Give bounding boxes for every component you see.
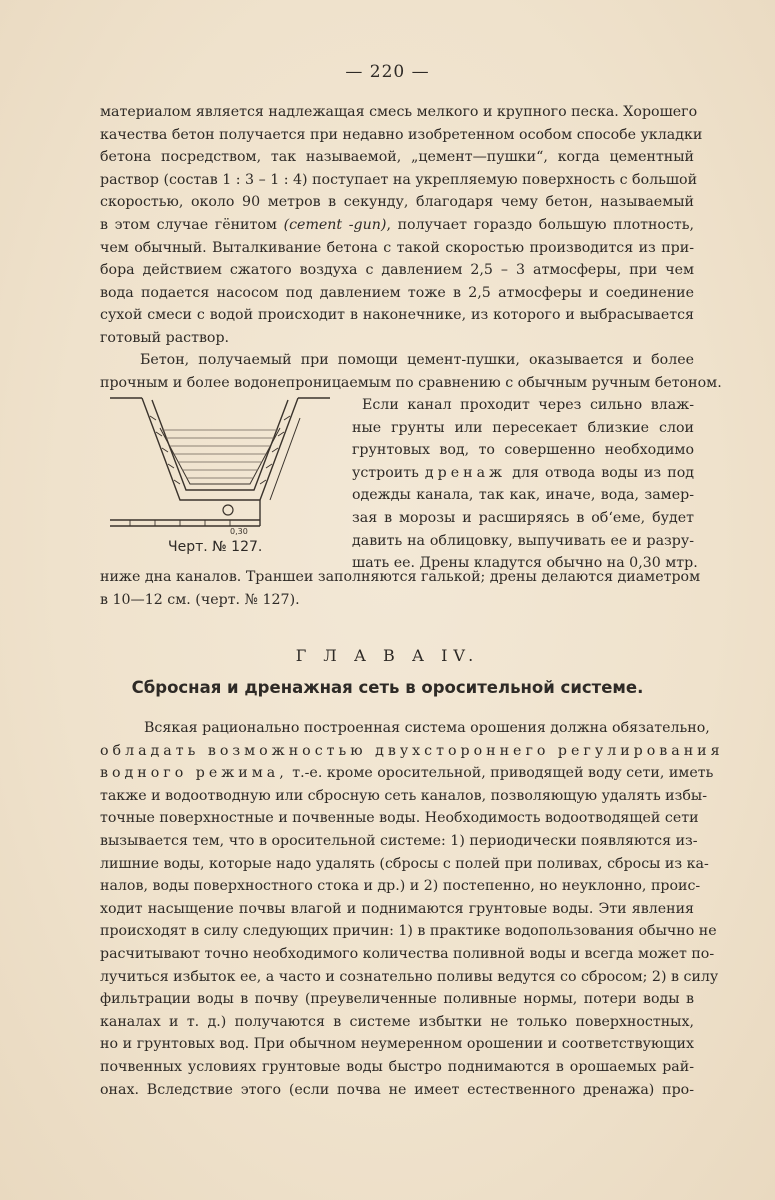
water-profile bbox=[160, 428, 280, 484]
text-line: но и грунтовых вод. При обычном неумеренном орошении и соответствующих bbox=[100, 1036, 694, 1053]
text-line: лишние воды, которые надо удалять (сбросы с полей при поливах, сбросы из ка- bbox=[100, 855, 709, 872]
spaced-line: обладать возможностью двухстороннего регулирования bbox=[100, 742, 724, 759]
text-line: материалом является надлежащая смесь мелкого и крупного песка. Хорошего bbox=[100, 104, 698, 120]
canal-cross-section-diagram bbox=[100, 388, 340, 538]
text-line bbox=[100, 762, 714, 785]
paragraph-drainage-network bbox=[100, 717, 724, 1101]
text-line: каналах и т. д.) получаются в системе избытки не только поверхностных, bbox=[100, 1013, 694, 1030]
text-line: расчитывают точно необходимого количества поливной воды и всегда может по- bbox=[100, 945, 715, 962]
text-line: зая в морозы и расширяясь в об‘еме, будет bbox=[352, 509, 694, 526]
spaced-term: дренаж bbox=[424, 464, 507, 481]
paragraph-drainage-full bbox=[100, 566, 701, 611]
figure-caption: Черт. № 127. bbox=[168, 539, 263, 555]
page-number: — 220 — bbox=[345, 62, 430, 82]
text-fragment: т.-е. кроме оросительной, приводящей воду сети, иметь bbox=[292, 765, 714, 782]
text-line bbox=[100, 214, 694, 237]
text-line: грунтовых вод, то совершенно необходимо bbox=[352, 442, 694, 459]
text-fragment: , получает гораздо большую плотность, bbox=[386, 216, 694, 233]
lining-inner bbox=[152, 400, 288, 490]
text-line bbox=[352, 462, 694, 485]
italic-term: (cement -gun) bbox=[283, 216, 387, 233]
text-line: сухой смеси с водой происходит в наконечнике, из которого и выбрасывается bbox=[100, 307, 694, 324]
spaced-term: водного режима, bbox=[100, 765, 288, 782]
text-fragment: в этом случае гёнитом bbox=[100, 216, 277, 233]
dimension-label: 0,30 bbox=[230, 527, 248, 536]
text-line: происходят в силу следующих причин: 1) в практике водопользования обычно не bbox=[100, 923, 717, 940]
text-line: бетона посредством, так называемой, „цемент—пушки“, когда цементный bbox=[100, 149, 694, 166]
paragraph-drainage-right bbox=[352, 394, 698, 575]
text-line: бора действием сжатого воздуха с давлением 2,5 – 3 атмосферы, при чем bbox=[100, 262, 694, 279]
text-line: фильтрации воды в почву (преувеличенные поливные нормы, потери воды в bbox=[100, 991, 694, 1008]
text-line: Бетон, получаемый при помощи цемент-пушки, оказывается и более bbox=[140, 352, 694, 368]
paragraph-cement-gun bbox=[100, 101, 703, 350]
text-line: в 10—12 см. (черт. № 127). bbox=[100, 591, 300, 608]
text-line: онах. Вследствие этого (если почва не имеет естественного дренажа) про- bbox=[100, 1081, 694, 1098]
text-fragment: для отвода воды из под bbox=[512, 464, 694, 481]
text-line: Если канал проходит через сильно влаж- bbox=[362, 397, 694, 413]
text-line: вызывается тем, что в оросительной системе: 1) периодически появляются из- bbox=[100, 832, 698, 849]
text-line: Всякая рационально построенная система орошения должна обязательно, bbox=[144, 720, 710, 736]
text-fragment: устроить bbox=[352, 464, 419, 481]
text-line: ходит насыщение почвы влагой и поднимаются грунтовые воды. Эти явления bbox=[100, 900, 694, 917]
text-line: давить на облицовку, выпучивать ее и разру- bbox=[352, 532, 694, 549]
figure-127 bbox=[100, 388, 340, 558]
text-line: скоростью, около 90 метров в секунду, благодаря чему бетон, называемый bbox=[100, 194, 694, 211]
text-line: лучиться избыток ее, а часто и сознательно поливы ведутся со сбросом; 2) в силу bbox=[100, 968, 719, 985]
text-line: прочным и более водонепроницаемым по сравнению с обычным ручным бетоном. bbox=[100, 374, 722, 391]
chapter-title: Сбросная и дренажная сеть в оросительной системе. bbox=[131, 678, 644, 697]
text-line: раствор (состав 1 : 3 – 1 : 4) поступает на укрепляемую поверхность с большой bbox=[100, 171, 698, 188]
text-line: точные поверхностные и почвенные воды. Необходимость водоотводящей сети bbox=[100, 810, 699, 827]
text-line: также и водоотводную или сбросную сеть каналов, позволяющую удалять избы- bbox=[100, 787, 707, 804]
text-line: ные грунты или пересекает близкие слои bbox=[352, 419, 694, 436]
text-line: вода подается насосом под давлением тоже в 2,5 атмосферы и соединение bbox=[100, 284, 694, 301]
text-line: налов, воды поверхностного стока и др.) и 2) постепенно, но неуклонно, проис- bbox=[100, 878, 701, 895]
drain-pipe-icon bbox=[223, 505, 233, 515]
text-line: шать ее. Дрены кладутся обычно на 0,30 мтр. bbox=[352, 555, 698, 572]
text-line: качества бетон получается при недавно изобретенном особом способе укладки bbox=[100, 126, 703, 143]
text-line: ниже дна каналов. Траншеи заполняются галькой; дрены делаются диаметром bbox=[100, 569, 701, 585]
text-line: чем обычный. Выталкивание бетона с такой скоростью производится из при- bbox=[100, 239, 694, 256]
text-line: одежды канала, так как, иначе, вода, замер- bbox=[352, 487, 694, 504]
text-line: готовый раствор. bbox=[100, 329, 230, 346]
chapter-label: Г Л А В А IV. bbox=[295, 646, 480, 665]
text-line: почвенных условиях грунтовые воды быстро поднимаются в орошаемых рай- bbox=[100, 1058, 694, 1075]
lining-outer bbox=[142, 398, 298, 500]
